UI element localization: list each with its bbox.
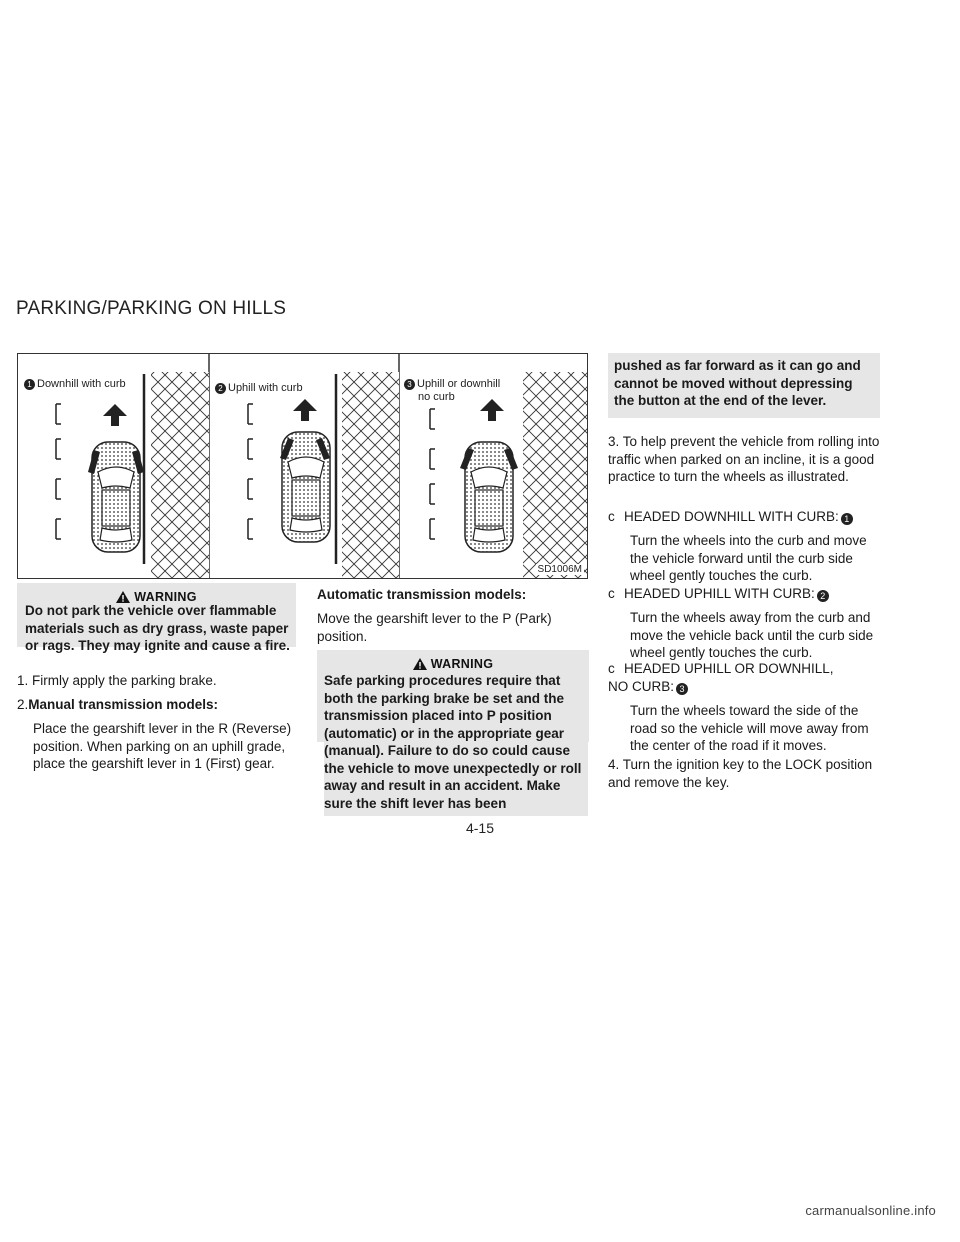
bullet-no-curb: c HEADED UPHILL OR DOWNHILL, NO CURB: 3	[608, 661, 834, 694]
bullet-icon: c	[608, 509, 615, 524]
page-title: PARKING/PARKING ON HILLS	[16, 298, 287, 319]
circled-number-icon: 1	[841, 513, 853, 525]
step-2: 2.Manual transmission models:	[17, 697, 219, 712]
circled-number-icon: 1	[24, 379, 35, 390]
figure-code: SD1006M	[537, 564, 582, 575]
bullet-no-curb-text: Turn the wheels toward the side of the road so the vehicle will move away from the center of the road if it moves.	[630, 703, 869, 753]
panel-3-label: 3 Uphill or downhill no curb	[404, 378, 500, 404]
step-3: 3. To help prevent the vehicle from rolling into traffic when parked on an incline, it is a good practice to turn the wheels as illustrated.	[608, 434, 880, 484]
warning-header: WARNING	[325, 656, 581, 674]
bullet-icon: c	[608, 586, 615, 601]
circled-number-icon: 3	[676, 683, 688, 695]
circled-number-icon: 3	[404, 379, 415, 390]
parking-illustration	[17, 353, 588, 579]
page-number: 4-15	[465, 820, 495, 836]
circled-number-icon: 2	[817, 590, 829, 602]
step-2-text: Place the gearshift lever in the R (Reverse) position. When parking on an uphill grade, place the gearshift lever in 1 (First) gear.	[33, 721, 292, 771]
panel-1-label: 1 Downhill with curb	[24, 378, 126, 391]
step-1: 1. Firmly apply the parking brake.	[17, 673, 217, 688]
bullet-downhill-curb-text: Turn the wheels into the curb and move the vehicle forward until the curb side wheel gently touches the curb.	[630, 533, 867, 583]
circled-number-icon: 2	[215, 383, 226, 394]
bullet-downhill-curb: c HEADED DOWNHILL WITH CURB: 1	[608, 508, 883, 526]
warning-triangle-icon	[413, 658, 427, 670]
watermark: carmanualsonline.info	[805, 1203, 936, 1218]
warning-header: WARNING	[25, 589, 288, 607]
panel-2-label: 2 Uphill with curb	[215, 382, 303, 395]
step-4: 4. Turn the ignition key to the LOCK position and remove the key.	[608, 757, 873, 790]
warning-text-flammable: Do not park the vehicle over flammable materials such as dry grass, waste paper or rags. They may ignite and cause a fire.	[25, 603, 290, 653]
auto-transmission-text: Move the gearshift lever to the P (Park) position.	[317, 611, 552, 644]
bullet-uphill-curb-text: Turn the wheels away from the curb and move the vehicle back until the curb side wheel gently touches the curb.	[630, 610, 874, 660]
warning-continued: pushed as far forward as it can go and cannot be moved without depressing the button at the end of the lever.	[608, 353, 880, 418]
auto-transmission-title: Automatic transmission models:	[317, 587, 527, 602]
bullet-uphill-curb: c HEADED UPHILL WITH CURB: 2	[608, 585, 883, 603]
bullet-icon: c	[608, 661, 615, 676]
warning-text-procedures: Safe parking procedures require that both the parking brake be set and the transmission placed into P position (automatic) or in the appropriate gear (manual). Failure to do so could cause the vehicle to move unexpectedly or roll away and result in an accident. Make sure the shift lever has been	[324, 672, 588, 816]
